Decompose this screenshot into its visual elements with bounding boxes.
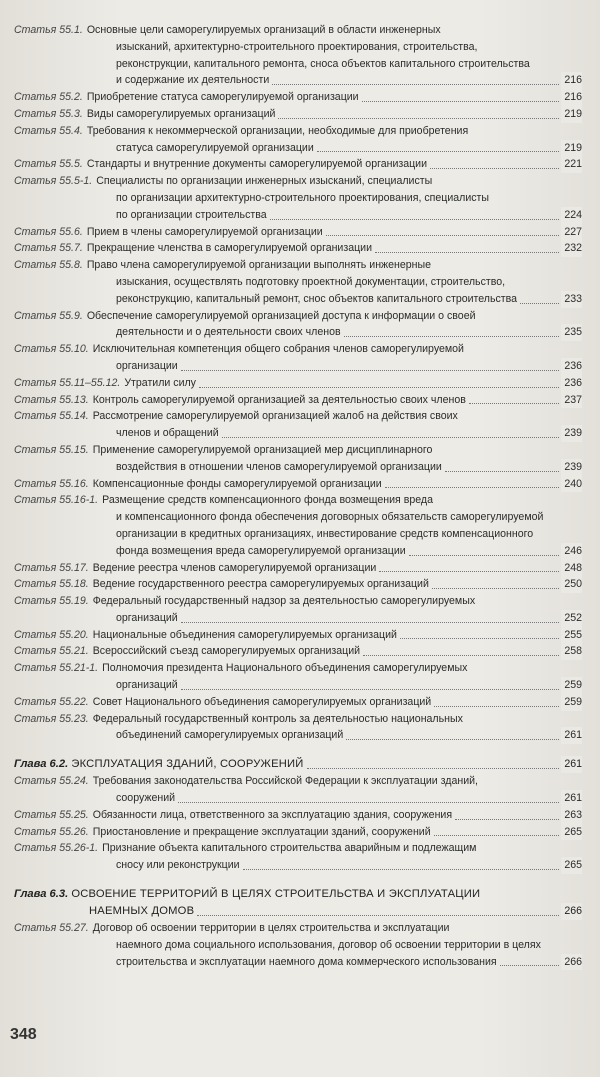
article-title-text: Национальные объединения саморегулируемых организаций [92, 628, 397, 641]
dot-leader [222, 437, 560, 438]
page-reference: 248 [561, 560, 582, 577]
article-label: Статья 55.21-1. [14, 662, 99, 675]
toc-entry-first-line [8, 106, 582, 123]
toc-entry-continuation-line [8, 39, 582, 56]
toc-entry [8, 257, 582, 307]
toc-entry [8, 106, 582, 123]
page-reference: 224 [561, 207, 582, 224]
article-title-text: Специалисты по организации инженерных изысканий, специалисты [96, 175, 433, 188]
article-label: Статья 55.4. [14, 124, 83, 137]
dot-leader [445, 471, 560, 472]
toc-entry [8, 442, 582, 476]
toc-entry [8, 89, 582, 106]
toc-entry-first-line [8, 627, 582, 644]
page-reference: 221 [561, 156, 582, 173]
toc-entry [8, 840, 582, 874]
toc-entry-continuation-line [8, 291, 582, 308]
page-reference: 233 [561, 291, 582, 308]
page-reference: 246 [561, 543, 582, 560]
article-title-text: Виды саморегулируемых организаций [86, 107, 276, 120]
dot-leader [344, 336, 560, 337]
page-reference: 236 [561, 358, 582, 375]
dot-leader [379, 571, 559, 572]
article-label: Статья 55.18. [14, 578, 89, 591]
article-title-text: организации [116, 359, 178, 372]
article-title-text: Компенсационные фонды саморегулируемой организации [92, 477, 382, 490]
toc-entry-first-line [8, 375, 582, 392]
dot-leader [243, 869, 560, 870]
toc-entry-first-line [8, 224, 582, 241]
article-label: Статья 55.11–55.12. [14, 376, 121, 389]
toc-entry-first-line [8, 660, 582, 677]
article-label: Статья 55.1. [14, 24, 83, 36]
toc-entry-first-line [8, 824, 582, 841]
toc-entry [8, 492, 582, 559]
chapter-title-line [8, 886, 582, 903]
article-title-text: Договор об освоении территории в целях строительства и эксплуатации [92, 922, 450, 935]
article-title-text: Всероссийский съезд саморегулируемых организаций [92, 645, 361, 658]
chapter-6-3-heading [8, 886, 582, 920]
toc-entry [8, 156, 582, 173]
dot-leader [500, 965, 560, 966]
dot-leader [270, 219, 560, 220]
page-reference: 219 [561, 106, 582, 123]
article-title-text: Размещение средств компенсационного фонда возмещения вреда [102, 494, 433, 507]
article-label: Статья 55.16. [14, 477, 89, 490]
article-title-text: деятельности и о деятельности своих членов [116, 326, 341, 339]
page-reference: 265 [561, 857, 582, 874]
page-reference: 266 [561, 903, 582, 920]
toc-entry [8, 807, 582, 824]
toc-entry-first-line [8, 920, 582, 937]
dot-leader [346, 739, 559, 740]
article-title-text: организации в кредитных организациях, инвестирование средств компенсационного [116, 527, 534, 540]
toc-entry-first-line [8, 492, 582, 509]
toc-entry-continuation-line [8, 526, 582, 543]
toc-entry-continuation-line [8, 274, 582, 291]
article-label: Статья 55.8. [14, 259, 83, 272]
toc-entry-continuation-line [8, 677, 582, 694]
article-title-text: статуса саморегулируемой организации [116, 141, 314, 154]
article-title-text: Полномочия президента Национального объединения саморегулируемых [102, 662, 468, 675]
page-reference: 261 [561, 727, 582, 744]
toc-entry [8, 392, 582, 409]
toc-entry-first-line [8, 643, 582, 660]
dot-leader [363, 655, 559, 656]
article-title-text: изысканий, архитектурно-строительного проектирования, строительства, [116, 40, 478, 53]
toc-entry [8, 773, 582, 807]
chapter-title: ЭКСПЛУАТАЦИЯ ЗДАНИЙ, СООРУЖЕНИЙ [71, 758, 304, 771]
toc-entry [8, 476, 582, 493]
article-title-text: Обязанности лица, ответственного за эксплуатацию здания, сооружения [92, 808, 453, 821]
dot-leader [317, 151, 560, 152]
page-reference: 250 [561, 576, 582, 593]
toc-entry-continuation-line [8, 509, 582, 526]
toc-section-articles-55-27 [8, 920, 582, 970]
page-reference: 258 [561, 643, 582, 660]
toc-entry-continuation-line [8, 72, 582, 89]
article-label: Статья 55.23. [14, 712, 89, 725]
toc-entry-first-line [8, 308, 582, 325]
chapter-label: Глава 6.3. [14, 888, 69, 901]
toc-entry [8, 660, 582, 694]
toc-entry-continuation-line [8, 56, 582, 73]
dot-leader [520, 303, 559, 304]
article-label: Статья 55.6. [14, 225, 83, 238]
toc-entry [8, 173, 582, 223]
article-title-text: наемного дома социального использования, договор об освоении территории в целях [116, 938, 541, 951]
article-title-text: изыскания, осуществлять подготовку проектной документации, строительство, [116, 275, 506, 288]
toc-entry-continuation-line [8, 937, 582, 954]
dot-leader [181, 370, 560, 371]
article-title-text: Приостановление и прекращение эксплуатации зданий, сооружений [92, 825, 431, 838]
toc-entry-first-line [8, 89, 582, 106]
article-title-text: и содержание их деятельности [116, 74, 270, 87]
toc-entry-first-line [8, 560, 582, 577]
article-title-text: фонда возмещения вреда саморегулируемой организации [116, 544, 406, 557]
article-title-text: членов и обращений [116, 427, 219, 440]
article-label: Статья 55.20. [14, 628, 89, 641]
article-title-text: объединений саморегулируемых организаций [116, 729, 344, 742]
page-reference: 219 [561, 140, 582, 157]
article-title-text: Исключительная компетенция общего собрания членов саморегулируемой [92, 343, 464, 356]
article-title-text: Признание объекта капитального строительства аварийным и подлежащим [102, 842, 477, 855]
dot-leader [307, 768, 560, 769]
toc-entry-first-line [8, 123, 582, 140]
toc-entry [8, 375, 582, 392]
page-reference: 259 [561, 694, 582, 711]
toc-entry-first-line [8, 711, 582, 728]
page-reference: 232 [561, 240, 582, 257]
article-title-text: Применение саморегулируемой организацией мер дисциплинарного [92, 443, 433, 456]
toc-entry [8, 408, 582, 442]
article-title-text: Прекращение членства в саморегулируемой организации [86, 242, 373, 255]
article-title-text: Приобретение статуса саморегулируемой организации [86, 91, 359, 104]
article-title-text: реконструкцию, капитальный ремонт, снос объектов капитального строительства [116, 292, 518, 305]
page-reference: 261 [561, 790, 582, 807]
chapter-title: НАЕМНЫХ ДОМОВ [89, 905, 195, 918]
toc-entry-first-line [8, 773, 582, 790]
toc-entry-continuation-line [8, 324, 582, 341]
article-title-text: сооружений [116, 792, 176, 805]
article-label: Статья 55.13. [14, 393, 89, 406]
article-label: Статья 55.16-1. [14, 494, 99, 507]
toc-entry-continuation-line [8, 727, 582, 744]
chapter-6-2-heading [8, 756, 582, 773]
toc-section-articles-55-24 [8, 773, 582, 874]
page-reference: 265 [561, 824, 582, 841]
dot-leader [326, 235, 560, 236]
article-label: Статья 55.5-1. [14, 175, 93, 188]
article-title-text: Требования к некоммерческой организации, необходимые для приобретения [86, 124, 469, 137]
article-title-text: Совет Национального объединения саморегулируемых организаций [92, 695, 432, 708]
page-reference: 266 [561, 954, 582, 971]
dot-leader [434, 706, 559, 707]
page-reference: 255 [561, 627, 582, 644]
toc-entry [8, 593, 582, 627]
toc-entry-continuation-line [8, 425, 582, 442]
toc-entry [8, 643, 582, 660]
article-title-text: реконструкции, капитального ремонта, сноса объектов капитального строительства [116, 57, 530, 70]
article-title-text: Федеральный государственный надзор за деятельностью саморегулируемых [92, 595, 476, 608]
toc-entry-first-line [8, 576, 582, 593]
toc-entry-first-line [8, 392, 582, 409]
article-title-text: Обеспечение саморегулируемой организацией доступа к информации о своей [86, 309, 476, 322]
article-label: Статья 55.26. [14, 825, 89, 838]
article-label: Статья 55.3. [14, 107, 83, 120]
article-title-text: строительства и эксплуатации наемного дома коммерческого использования [116, 955, 497, 968]
article-label: Статья 55.25. [14, 808, 89, 821]
dot-leader [197, 915, 559, 916]
article-title-text: Стандарты и внутренние документы саморегулируемой организации [86, 158, 428, 171]
dot-leader [409, 555, 560, 556]
dot-leader [178, 802, 559, 803]
dot-leader [434, 835, 560, 836]
article-label: Статья 55.17. [14, 561, 89, 574]
article-title-text: организаций [116, 679, 178, 692]
article-label: Статья 55.26-1. [14, 842, 99, 855]
toc-entry [8, 576, 582, 593]
toc-entry-continuation-line [8, 140, 582, 157]
chapter-title: ОСВОЕНИЕ ТЕРРИТОРИЙ В ЦЕЛЯХ СТРОИТЕЛЬСТВА И ЭКСПЛУАТАЦИИ [71, 888, 481, 901]
article-title-text: организаций [116, 611, 178, 624]
toc-entry-first-line [8, 156, 582, 173]
article-title-text: Утратили силу [124, 376, 196, 389]
page-reference: 235 [561, 324, 582, 341]
article-label: Статья 55.7. [14, 242, 83, 255]
page-reference: 261 [561, 756, 582, 773]
toc-entry [8, 824, 582, 841]
toc-entry-continuation-line [8, 543, 582, 560]
article-label: Статья 55.27. [14, 922, 89, 935]
page-reference: 237 [561, 392, 582, 409]
article-label: Статья 55.24. [14, 775, 89, 788]
article-label: Статья 55.2. [14, 91, 83, 104]
article-label: Статья 55.14. [14, 410, 89, 423]
page-reference: 236 [561, 375, 582, 392]
toc-entry-first-line [8, 408, 582, 425]
toc-entry [8, 341, 582, 375]
toc-entry-first-line [8, 442, 582, 459]
article-label: Статья 55.22. [14, 695, 89, 708]
toc-entry-first-line [8, 173, 582, 190]
page-reference: 216 [561, 89, 582, 106]
toc-entry-first-line [8, 22, 582, 39]
dot-leader [400, 638, 559, 639]
toc-entry-first-line [8, 840, 582, 857]
toc-entry-continuation-line [8, 610, 582, 627]
toc-entry-continuation-line [8, 190, 582, 207]
toc-entry [8, 711, 582, 745]
toc-entry-continuation-line [8, 790, 582, 807]
toc-entry-first-line [8, 807, 582, 824]
page-reference: 252 [561, 610, 582, 627]
toc-entry-first-line [8, 476, 582, 493]
toc-entry-continuation-line [8, 857, 582, 874]
toc-entry [8, 308, 582, 342]
article-title-text: Ведение государственного реестра саморегулируемых организаций [92, 578, 429, 591]
chapter-title-line [8, 756, 582, 773]
dot-leader [199, 387, 559, 388]
chapter-label: Глава 6.2. [14, 758, 69, 771]
page-reference: 216 [561, 72, 582, 89]
dot-leader [181, 622, 560, 623]
page-number: 348 [10, 1026, 37, 1043]
article-title-text: Основные цели саморегулируемых организаций в области инженерных [86, 24, 441, 36]
article-title-text: Рассмотрение саморегулируемой организацией жалоб на действия своих [92, 410, 458, 423]
page-reference: 239 [561, 425, 582, 442]
toc-entry-first-line [8, 257, 582, 274]
toc-entry [8, 694, 582, 711]
article-title-text: сносу или реконструкции [116, 859, 240, 872]
article-title-text: Федеральный государственный контроль за деятельностью национальных [92, 712, 463, 725]
dot-leader [375, 252, 559, 253]
toc-entry [8, 627, 582, 644]
page-reference: 240 [561, 476, 582, 493]
article-title-text: Право члена саморегулируемой организации выполнять инженерные [86, 259, 432, 272]
article-title-text: Ведение реестра членов саморегулируемой организации [92, 561, 377, 574]
dot-leader [455, 819, 559, 820]
article-label: Статья 55.9. [14, 309, 83, 322]
article-label: Статья 55.10. [14, 343, 89, 356]
toc-entry [8, 240, 582, 257]
article-title-text: Контроль саморегулируемой организацией за деятельностью своих членов [92, 393, 466, 406]
page-reference: 239 [561, 459, 582, 476]
toc-entry [8, 123, 582, 157]
article-title-text: Прием в члены саморегулируемой организации [86, 225, 323, 238]
toc-entry [8, 920, 582, 970]
dot-leader [430, 168, 559, 169]
toc-entry-first-line [8, 240, 582, 257]
toc-entry [8, 22, 582, 89]
dot-leader [432, 588, 559, 589]
article-label: Статья 55.5. [14, 158, 83, 171]
toc-section-articles-55 [8, 22, 582, 744]
article-title-text: по организации строительства [116, 208, 267, 221]
dot-leader [272, 84, 559, 85]
toc-entry-continuation-line [8, 207, 582, 224]
toc-entry [8, 224, 582, 241]
dot-leader [385, 487, 560, 488]
toc-entry-first-line [8, 593, 582, 610]
article-label: Статья 55.19. [14, 595, 89, 608]
toc-entry-first-line [8, 341, 582, 358]
page-reference: 227 [561, 224, 582, 241]
article-label: Статья 55.21. [14, 645, 89, 658]
article-title-text: воздействия в отношении членов саморегулируемой организации [116, 460, 442, 473]
toc-entry-first-line [8, 694, 582, 711]
toc-entry-continuation-line [8, 459, 582, 476]
dot-leader [181, 689, 560, 690]
page-reference: 263 [561, 807, 582, 824]
article-title-text: по организации архитектурно-строительного проектирования, специалисты [116, 191, 490, 204]
toc-entry-continuation-line [8, 358, 582, 375]
chapter-title-line [8, 903, 582, 920]
dot-leader [469, 403, 559, 404]
article-label: Статья 55.15. [14, 443, 89, 456]
dot-leader [362, 101, 560, 102]
toc-entry-continuation-line [8, 954, 582, 971]
page-reference: 259 [561, 677, 582, 694]
article-title-text: и компенсационного фонда обеспечения договорных обязательств саморегулируемой [116, 511, 544, 524]
article-title-text: Требования законодательства Российской Федерации к эксплуатации зданий, [92, 775, 478, 788]
toc-entry [8, 560, 582, 577]
dot-leader [278, 118, 559, 119]
